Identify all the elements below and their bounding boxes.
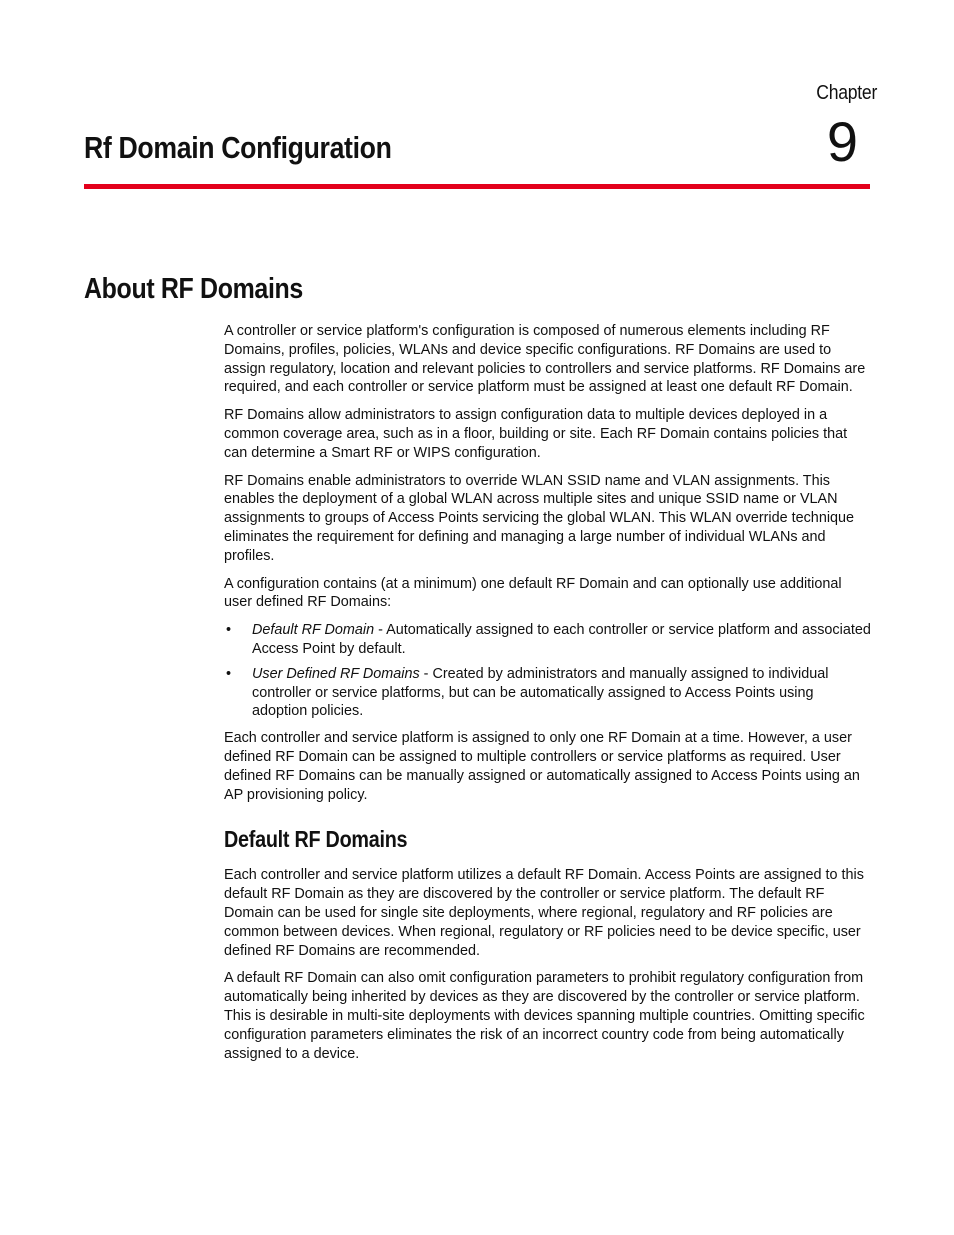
subsection-title: Default RF Domains (224, 826, 408, 853)
list-item-term: Default RF Domain (252, 622, 375, 639)
paragraph: A configuration contains (at a minimum) one default RF Domain and can optionally use additional user defined RF Domains: (224, 575, 842, 611)
paragraph: A controller or service platform's configuration is composed of numerous elements including RF Domains, profiles, policies, WLANs and device specific configurations. RF Domains are used to assign regulatory, location and relevant policies to controllers and service platforms. RF Domains are required, and each controller or service platform must be assigned at least one default RF Domain. (224, 323, 866, 396)
list-item-text: - Created by administrators and manually assigned to individual controller or service platforms, but can be automatically assigned to Access Points using adoption policies. (252, 665, 829, 720)
paragraph: A default RF Domain can also omit configuration parameters to prohibit regulatory configuration from automatically being inherited by devices as they are discovered by the controller or service platform. This is desirable in multi-site deployments with devices spanning multiple countries. Omitting specific configuration parameters eliminates the risk of an incorrect country code from being automatically assigned to a device. (224, 970, 865, 1062)
paragraph: RF Domains allow administrators to assign configuration data to multiple devices deployed in a common coverage area, such as in a floor, building or site. Each RF Domain contains policies that can determine a Smart RF or WIPS configuration. (224, 407, 848, 461)
section-body (224, 322, 872, 1072)
chapter-number: 9 (826, 110, 858, 173)
bullet-list (224, 621, 872, 721)
list-item-term: User Defined RF Domains (252, 665, 420, 682)
bullet-icon: • (226, 622, 232, 639)
chapter-title: Rf Domain Configuration (84, 130, 392, 165)
section-title: About RF Domains (84, 273, 303, 305)
paragraph: RF Domains enable administrators to override WLAN SSID name and VLAN assignments. This enables the deployment of a global WLAN across multiple sites and unique SSID name or VLAN assignments to groups of Access Points servicing the global WLAN. This WLAN override technique eliminates the requirement for defining and managing a large number of individual WLANs and profiles. (224, 472, 855, 564)
list-item (224, 665, 872, 721)
paragraph: Each controller and service platform is assigned to only one RF Domain at a time. However, a user defined RF Domain can be assigned to multiple controllers or service platforms as required. User defined RF Domains can be manually assigned or automatically assigned to Access Points using an AP provisioning policy. (224, 730, 860, 803)
list-item (224, 621, 872, 659)
list-item-text: - Automatically assigned to each controller or service platform and associated Access Point by default. (252, 622, 871, 657)
bullet-icon: • (226, 665, 232, 682)
paragraph: Each controller and service platform utilizes a default RF Domain. Access Points are assigned to this default RF Domain as they are discovered by the controller or service platform. The default RF Domain can be used for single site deployments, where regional, regulatory and RF policies are common between devices. When regional, regulatory or RF policies need to be device specific, user defined RF Domains are recommended. (224, 867, 864, 959)
chapter-label: Chapter (816, 82, 877, 104)
chapter-divider (84, 184, 870, 189)
